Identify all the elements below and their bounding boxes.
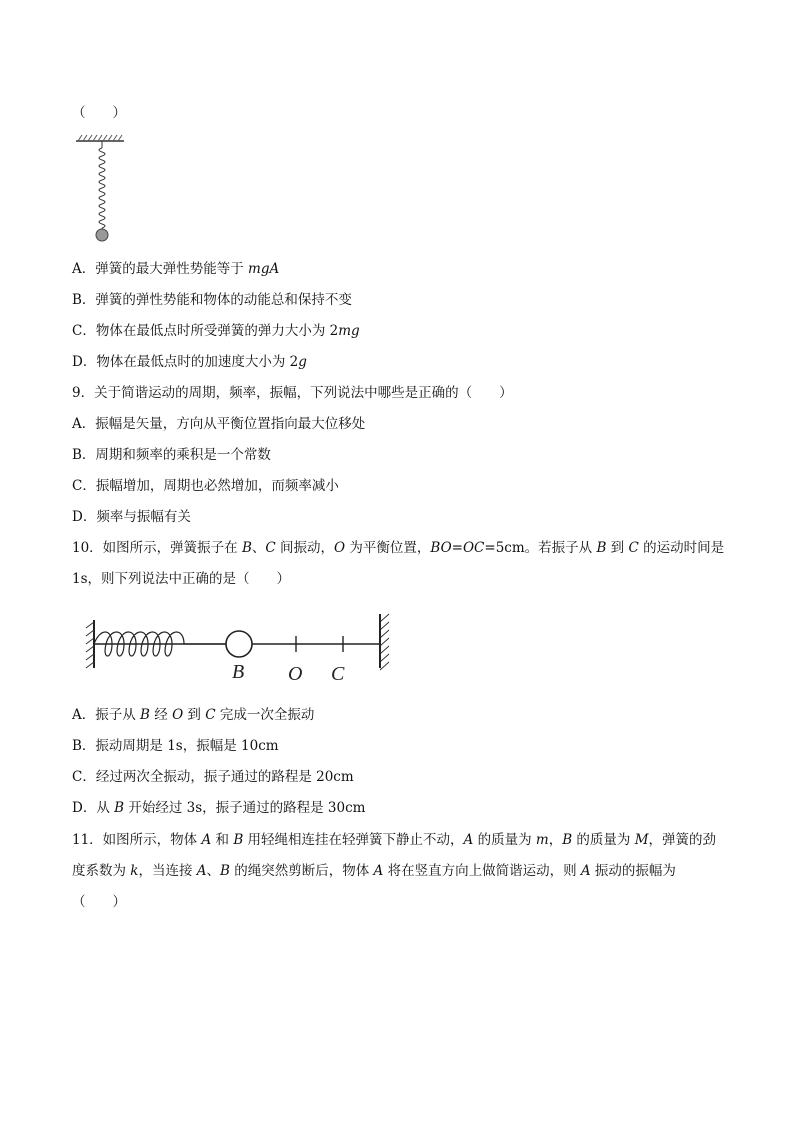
q8-stem-tail: （ ） bbox=[72, 105, 126, 121]
q9-option-c: C．振幅增加，周期也必然增加，而频率减小 bbox=[72, 478, 339, 494]
q11-stem-line1: 11．如图所示，物体 A 和 B 用轻绳相连挂在轻弹簧下静止不动，A 的质量为 m，B 的质量为 M，弹簧的劲 bbox=[72, 832, 717, 848]
q10-option-a: A．振子从 B 经 O 到 C 完成一次全振动 bbox=[72, 707, 315, 723]
oscillator-ball bbox=[226, 631, 252, 657]
q9-option-b: B．周期和频率的乘积是一个常数 bbox=[72, 447, 271, 463]
q11-stem-line3: （ ） bbox=[72, 894, 126, 910]
q8-option-d: D．物体在最低点时的加速度大小为 2g bbox=[72, 354, 307, 370]
q9-option-a: A．振幅是矢量，方向从平衡位置指向最大位移处 bbox=[72, 416, 366, 432]
q9-option-d: D．频率与振幅有关 bbox=[72, 509, 191, 525]
label-b: B bbox=[232, 661, 245, 683]
vertical-spring-figure bbox=[72, 134, 132, 246]
q9-stem: 9．关于简谐运动的周期，频率，振幅，下列说法中哪些是正确的（ ） bbox=[72, 385, 513, 401]
q10-option-c: C．经过两次全振动，振子通过的路程是 20cm bbox=[72, 769, 354, 785]
q10-stem-line2: 1s，则下列说法中正确的是（ ） bbox=[72, 571, 291, 587]
label-o: O bbox=[288, 663, 303, 685]
q8-option-c: C．物体在最低点时所受弹簧的弹力大小为 2mg bbox=[72, 323, 360, 339]
q8-option-a: A．弹簧的最大弹性势能等于 mgA bbox=[72, 261, 280, 277]
hanging-ball bbox=[96, 229, 108, 241]
q10-stem-line1: 10．如图所示，弹簧振子在 B、C 间振动，O 为平衡位置，BO=OC=5cm。若振子从 B 到 C 的运动时间是 bbox=[72, 540, 725, 556]
label-c: C bbox=[331, 663, 345, 685]
q8-option-b: B．弹簧的弹性势能和物体的动能总和保持不变 bbox=[72, 292, 352, 308]
q10-option-d: D．从 B 开始经过 3s，振子通过的路程是 30cm bbox=[72, 800, 366, 816]
vertical-spring-coil bbox=[99, 148, 105, 228]
q10-option-b: B．振动周期是 1s，振幅是 10cm bbox=[72, 738, 279, 754]
horizontal-spring-figure bbox=[80, 608, 400, 688]
q11-stem-line2: 度系数为 k，当连接 A、B 的绳突然剪断后，物体 A 将在竖直方向上做简谐运动，则 A 振动的振幅为 bbox=[72, 863, 676, 879]
